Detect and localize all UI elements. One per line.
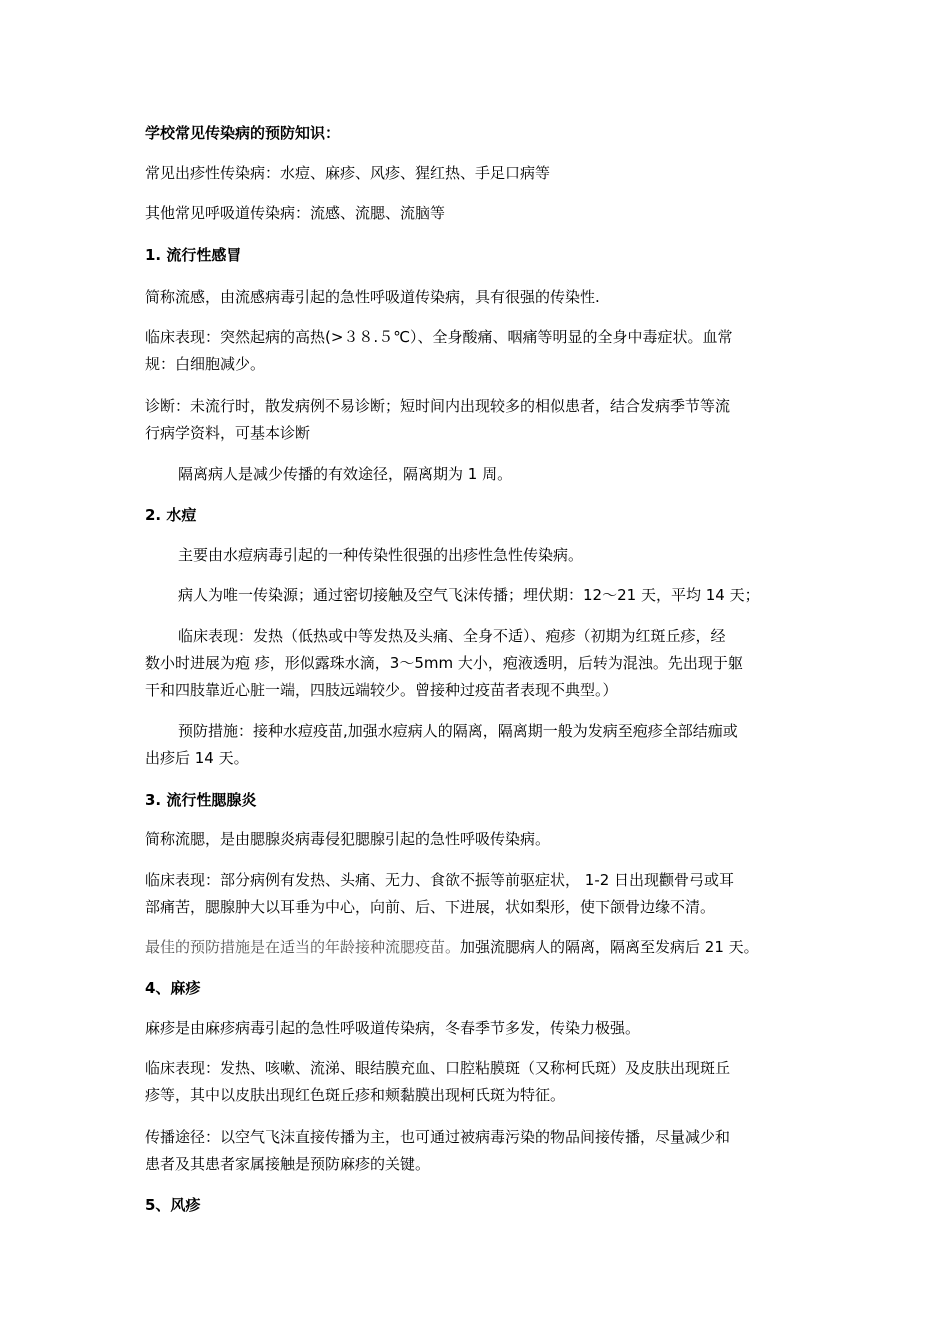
section-2-line-1: 主要由水痘病毒引起的一种传染性很强的出疹性急性传染病。 bbox=[178, 546, 584, 564]
section-4-line-1: 麻疹是由麻疹病毒引起的急性呼吸道传染病，冬春季节多发，传染力极强。 bbox=[145, 1019, 641, 1037]
section-2-line-3: 临床表现：发热（低热或中等发热及头痛、全身不适）、疱疹（初期为红斑丘疹，经 bbox=[178, 627, 726, 645]
section-heading-4: 4、麻疹 bbox=[145, 979, 201, 997]
section-heading-5: 5、风疹 bbox=[145, 1196, 201, 1214]
section-1-line-6: 隔离病人是减少传播的有效途径，隔离期为 1 周。 bbox=[178, 465, 513, 483]
section-1-line-5: 行病学资料，可基本诊断 bbox=[145, 424, 311, 442]
section-3-line-2: 临床表现：部分病例有发热、头痛、无力、食欲不振等前驱症状， 1-2 日出现颧骨弓或耳 bbox=[145, 871, 735, 889]
section-3-line-1: 简称流腮，是由腮腺炎病毒侵犯腮腺引起的急性呼吸传染病。 bbox=[145, 830, 551, 848]
section-2-line-2: 病人为唯一传染源；通过密切接触及空气飞沫传播；埋伏期：12～21 天，平均 14 天； bbox=[178, 586, 760, 604]
prevention-highlight: 最佳的预防措施是在适当的年龄接种流腮疫苗。 bbox=[145, 938, 461, 956]
section-heading-3: 3. 流行性腮腺炎 bbox=[145, 791, 257, 809]
document-title: 学校常见传染病的预防知识： bbox=[145, 124, 341, 142]
section-2-line-7: 出疹后 14 天。 bbox=[145, 749, 249, 767]
section-1-line-2: 临床表现：突然起病的高热(>３８.５℃）、全身酸痛、咽痛等明显的全身中毒症状。血常 bbox=[145, 328, 733, 346]
intro-line-1: 常见出疹性传染病：水痘、麻疹、风疹、猩红热、手足口病等 bbox=[145, 164, 551, 182]
isolation-text: 加强流腮病人的隔离，隔离至发病后 21 天。 bbox=[460, 938, 759, 956]
section-4-line-5: 患者及其患者家属接触是预防麻疹的关键。 bbox=[145, 1155, 431, 1173]
section-heading-1: 1. 流行性感冒 bbox=[145, 246, 242, 264]
intro-line-2: 其他常见呼吸道传染病：流感、流腮、流脑等 bbox=[145, 204, 446, 222]
section-2-line-4: 数小时进展为疱 疹，形似露珠水滴，3～5mm 大小，疱液透明，后转为混浊。先出现于躯 bbox=[145, 654, 743, 672]
section-4-line-2: 临床表现：发热、咳嗽、流涕、眼结膜充血、口腔粘膜斑（又称柯氏斑）及皮肤出现斑丘 bbox=[145, 1059, 731, 1077]
section-1-line-3: 规：白细胞减少。 bbox=[145, 355, 266, 373]
section-3-line-4 bbox=[145, 937, 759, 957]
section-2-line-6: 预防措施：接种水痘疫苗,加强水痘病人的隔离，隔离期一般为发病至疱疹全部结痂或 bbox=[178, 722, 738, 740]
section-4-line-4: 传播途径：以空气飞沫直接传播为主，也可通过被病毒污染的物品间接传播，尽量减少和 bbox=[145, 1128, 731, 1146]
section-1-line-1: 简称流感，由流感病毒引起的急性呼吸道传染病，具有很强的传染性. bbox=[145, 288, 600, 306]
section-4-line-3: 疹等，其中以皮肤出现红色斑丘疹和颊黏膜出现柯氏斑为特征。 bbox=[145, 1086, 566, 1104]
section-3-line-3: 部痛苦，腮腺肿大以耳垂为中心，向前、后、下进展，状如梨形，使下颌骨边缘不清。 bbox=[145, 898, 716, 916]
section-2-line-5: 干和四肢靠近心脏一端，四肢远端较少。曾接种过疫苗者表现不典型。） bbox=[145, 681, 618, 699]
section-1-line-4: 诊断：未流行时，散发病例不易诊断；短时间内出现较多的相似患者，结合发病季节等流 bbox=[145, 397, 731, 415]
section-heading-2: 2. 水痘 bbox=[145, 506, 197, 524]
